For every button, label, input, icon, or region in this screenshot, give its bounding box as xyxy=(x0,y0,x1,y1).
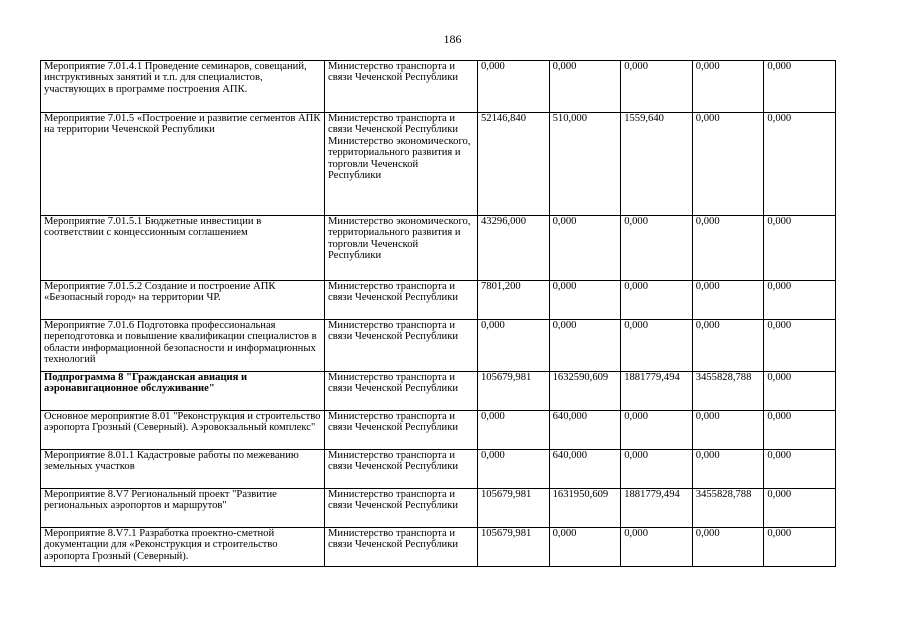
value-cell: 0,000 xyxy=(764,450,836,489)
value-cell: 0,000 xyxy=(549,320,621,372)
value-cell: 0,000 xyxy=(621,528,693,567)
value-cell: 0,000 xyxy=(692,216,764,281)
table-row xyxy=(41,528,836,567)
table-row xyxy=(41,113,836,216)
value-cell: 1632590,609 xyxy=(549,372,621,411)
value-cell: 105679,981 xyxy=(478,489,550,528)
executor-cell: Министерство транспорта и связи Чеченской Республики xyxy=(325,411,478,450)
table-row xyxy=(41,372,836,411)
value-cell: 0,000 xyxy=(549,61,621,113)
value-cell: 0,000 xyxy=(764,411,836,450)
value-cell: 3455828,788 xyxy=(692,489,764,528)
value-cell: 0,000 xyxy=(621,281,693,320)
event-name-cell: Мероприятие 7.01.4.1 Проведение семинаров, совещаний, инструктивных занятий и т.п. для специалистов, участвующих в программе построения АПК. xyxy=(41,61,325,113)
value-cell: 1559,640 xyxy=(621,113,693,216)
executor-cell: Министерство транспорта и связи Чеченской Республики xyxy=(325,281,478,320)
executor-cell: Министерство транспорта и связи Чеченской Республики xyxy=(325,489,478,528)
executor-cell: Министерство транспорта и связи Чеченской Республики xyxy=(325,372,478,411)
page-number: 186 xyxy=(443,32,462,46)
table-row xyxy=(41,489,836,528)
value-cell: 0,000 xyxy=(692,320,764,372)
value-cell: 0,000 xyxy=(764,320,836,372)
value-cell: 0,000 xyxy=(478,411,550,450)
value-cell: 7801,200 xyxy=(478,281,550,320)
value-cell: 640,000 xyxy=(549,450,621,489)
value-cell: 0,000 xyxy=(764,113,836,216)
table-row xyxy=(41,61,836,113)
executor-cell: Министерство экономического, территориального развития и торговли Чеченской Республики xyxy=(325,216,478,281)
executor-cell: Министерство транспорта и связи Чеченской Республики xyxy=(325,528,478,567)
value-cell: 510,000 xyxy=(549,113,621,216)
value-cell: 0,000 xyxy=(621,450,693,489)
value-cell: 0,000 xyxy=(621,216,693,281)
event-name-cell: Мероприятие 7.01.5 «Построение и развитие сегментов АПК на территории Чеченской Республики xyxy=(41,113,325,216)
value-cell: 0,000 xyxy=(692,528,764,567)
value-cell: 640,000 xyxy=(549,411,621,450)
table-row xyxy=(41,450,836,489)
value-cell: 0,000 xyxy=(549,216,621,281)
value-cell: 0,000 xyxy=(764,372,836,411)
event-name-cell: Мероприятие 7.01.6 Подготовка профессиональная переподготовка и повышение квалификации специалистов в области информационной безопасности и информационных технологий xyxy=(41,320,325,372)
value-cell: 0,000 xyxy=(692,411,764,450)
value-cell: 105679,981 xyxy=(478,372,550,411)
table-row xyxy=(41,281,836,320)
budget-table xyxy=(40,60,836,567)
value-cell: 0,000 xyxy=(692,113,764,216)
table-row xyxy=(41,411,836,450)
value-cell: 1881779,494 xyxy=(621,489,693,528)
value-cell: 0,000 xyxy=(621,411,693,450)
value-cell: 43296,000 xyxy=(478,216,550,281)
executor-cell: Министерство транспорта и связи Чеченской Республики xyxy=(325,320,478,372)
event-name-cell: Мероприятие 7.01.5.2 Создание и построение АПК «Безопасный город» на территории ЧР. xyxy=(41,281,325,320)
value-cell: 0,000 xyxy=(764,281,836,320)
value-cell: 0,000 xyxy=(692,450,764,489)
value-cell: 0,000 xyxy=(549,281,621,320)
value-cell: 0,000 xyxy=(692,61,764,113)
value-cell: 3455828,788 xyxy=(692,372,764,411)
event-name-cell: Мероприятие 8.V7 Региональный проект "Развитие региональных аэропортов и маршрутов" xyxy=(41,489,325,528)
value-cell: 1631950,609 xyxy=(549,489,621,528)
value-cell: 52146,840 xyxy=(478,113,550,216)
executor-cell: Министерство транспорта и связи Чеченской Республики xyxy=(325,450,478,489)
value-cell: 0,000 xyxy=(764,61,836,113)
event-name-cell: Мероприятие 8.V7.1 Разработка проектно-сметной документации для «Реконструкция и строительство аэропорта Грозный (Северный). xyxy=(41,528,325,567)
table-row xyxy=(41,216,836,281)
event-name-cell: Мероприятие 7.01.5.1 Бюджетные инвестиции в соответствии с концессионным соглашением xyxy=(41,216,325,281)
event-name-cell: Основное мероприятие 8.01 "Реконструкция и строительство аэропорта Грозный (Северный). Аэровокзальный комплекс" xyxy=(41,411,325,450)
event-name-cell: Мероприятие 8.01.1 Кадастровые работы по межеванию земельных участков xyxy=(41,450,325,489)
value-cell: 0,000 xyxy=(764,489,836,528)
value-cell: 0,000 xyxy=(478,320,550,372)
executor-cell: Министерство транспорта и связи Чеченской Республики Министерство экономического, территориального развития и торговли Чеченской Республики xyxy=(325,113,478,216)
value-cell: 0,000 xyxy=(478,450,550,489)
value-cell: 105679,981 xyxy=(478,528,550,567)
value-cell: 0,000 xyxy=(549,528,621,567)
executor-cell: Министерство транспорта и связи Чеченской Республики xyxy=(325,61,478,113)
table-row xyxy=(41,320,836,372)
value-cell: 0,000 xyxy=(764,216,836,281)
value-cell: 0,000 xyxy=(478,61,550,113)
value-cell: 0,000 xyxy=(621,61,693,113)
value-cell: 0,000 xyxy=(764,528,836,567)
value-cell: 1881779,494 xyxy=(621,372,693,411)
value-cell: 0,000 xyxy=(621,320,693,372)
subprogram-name-cell: Подпрограмма 8 "Гражданская авиация и аэронавигационное обслуживание" xyxy=(41,372,325,411)
value-cell: 0,000 xyxy=(692,281,764,320)
